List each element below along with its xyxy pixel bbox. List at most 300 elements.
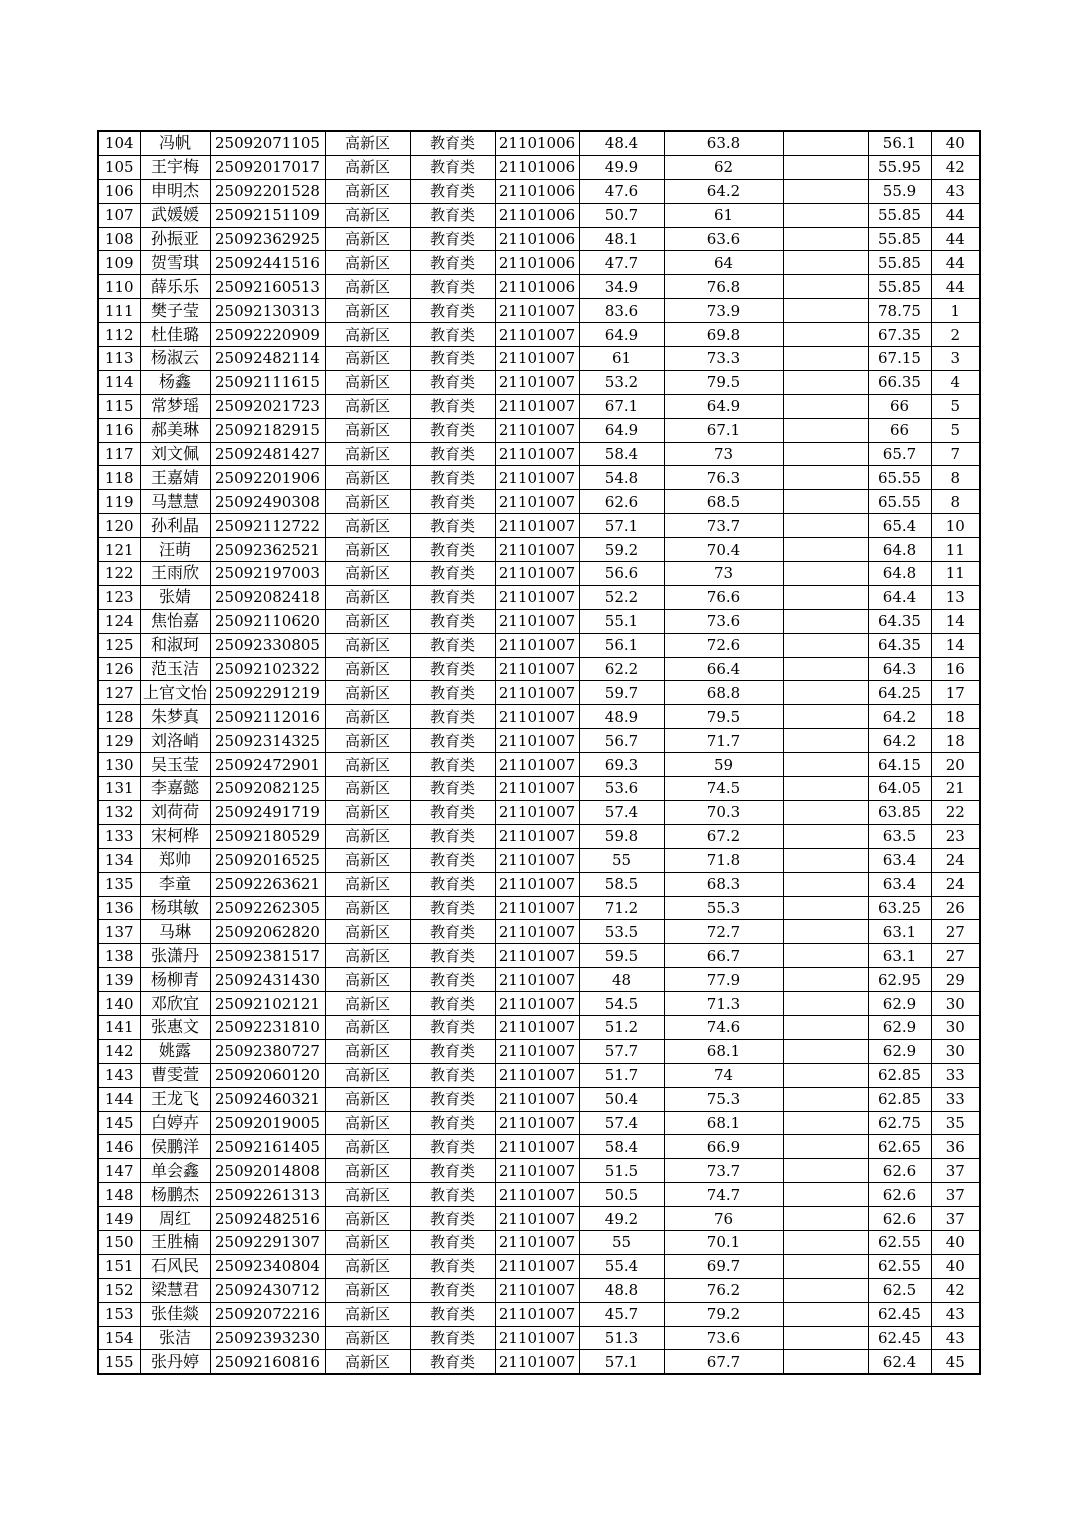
rank-cell: 16 (931, 657, 980, 681)
rank-cell: 1 (931, 299, 980, 323)
bonus-cell (783, 299, 868, 323)
category-cell: 教育类 (410, 131, 495, 155)
total-score-cell: 62.75 (868, 1111, 931, 1135)
table-row (98, 1183, 980, 1207)
seq-cell: 143 (98, 1063, 140, 1087)
total-score-cell: 63.1 (868, 944, 931, 968)
table-row (98, 1350, 980, 1374)
interview-score-cell: 76.3 (664, 466, 783, 490)
district-cell: 高新区 (325, 442, 410, 466)
exam-id-cell: 25092314325 (210, 729, 325, 753)
seq-cell: 111 (98, 299, 140, 323)
category-cell: 教育类 (410, 203, 495, 227)
bonus-cell (783, 968, 868, 992)
district-cell: 高新区 (325, 872, 410, 896)
seq-cell: 126 (98, 657, 140, 681)
position-code-cell: 21101007 (495, 777, 579, 801)
table-row (98, 657, 980, 681)
exam-id-cell: 25092482114 (210, 347, 325, 371)
position-code-cell: 21101007 (495, 370, 579, 394)
rank-cell: 4 (931, 370, 980, 394)
district-cell: 高新区 (325, 633, 410, 657)
name-cell: 杨柳青 (140, 968, 210, 992)
exam-id-cell: 25092481427 (210, 442, 325, 466)
district-cell: 高新区 (325, 299, 410, 323)
category-cell: 教育类 (410, 777, 495, 801)
written-score-cell: 52.2 (579, 585, 664, 609)
table-row (98, 1326, 980, 1350)
seq-cell: 122 (98, 562, 140, 586)
seq-cell: 148 (98, 1183, 140, 1207)
category-cell: 教育类 (410, 1015, 495, 1039)
rank-cell: 37 (931, 1183, 980, 1207)
total-score-cell: 63.4 (868, 848, 931, 872)
interview-score-cell: 67.2 (664, 824, 783, 848)
total-score-cell: 64.05 (868, 777, 931, 801)
name-cell: 和淑珂 (140, 633, 210, 657)
exam-id-cell: 25092112016 (210, 705, 325, 729)
seq-cell: 114 (98, 370, 140, 394)
written-score-cell: 45.7 (579, 1302, 664, 1326)
exam-id-cell: 25092016525 (210, 848, 325, 872)
exam-id-cell: 25092201528 (210, 179, 325, 203)
rank-cell: 33 (931, 1063, 980, 1087)
category-cell: 教育类 (410, 944, 495, 968)
interview-score-cell: 72.7 (664, 920, 783, 944)
written-score-cell: 62.2 (579, 657, 664, 681)
total-score-cell: 62.4 (868, 1350, 931, 1374)
written-score-cell: 58.5 (579, 872, 664, 896)
table-row (98, 1087, 980, 1111)
name-cell: 马琳 (140, 920, 210, 944)
category-cell: 教育类 (410, 179, 495, 203)
exam-id-cell: 25092472901 (210, 753, 325, 777)
seq-cell: 112 (98, 323, 140, 347)
total-score-cell: 55.9 (868, 179, 931, 203)
name-cell: 孙振亚 (140, 227, 210, 251)
exam-id-cell: 25092231810 (210, 1015, 325, 1039)
written-score-cell: 57.4 (579, 800, 664, 824)
rank-cell: 23 (931, 824, 980, 848)
name-cell: 冯帆 (140, 131, 210, 155)
table-row (98, 155, 980, 179)
bonus-cell (783, 944, 868, 968)
written-score-cell: 50.5 (579, 1183, 664, 1207)
bonus-cell (783, 275, 868, 299)
interview-score-cell: 74.6 (664, 1015, 783, 1039)
table-row (98, 777, 980, 801)
name-cell: 侯鹏洋 (140, 1135, 210, 1159)
interview-score-cell: 73.6 (664, 609, 783, 633)
seq-cell: 146 (98, 1135, 140, 1159)
seq-cell: 141 (98, 1015, 140, 1039)
name-cell: 张丹婷 (140, 1350, 210, 1374)
exam-id-cell: 25092180529 (210, 824, 325, 848)
bonus-cell (783, 705, 868, 729)
table-row (98, 633, 980, 657)
exam-id-cell: 25092060120 (210, 1063, 325, 1087)
bonus-cell (783, 490, 868, 514)
interview-score-cell: 77.9 (664, 968, 783, 992)
position-code-cell: 21101007 (495, 681, 579, 705)
table-row (98, 347, 980, 371)
name-cell: 杜佳璐 (140, 323, 210, 347)
position-code-cell: 21101007 (495, 824, 579, 848)
category-cell: 教育类 (410, 323, 495, 347)
name-cell: 白婷卉 (140, 1111, 210, 1135)
written-score-cell: 55.4 (579, 1254, 664, 1278)
position-code-cell: 21101006 (495, 131, 579, 155)
bonus-cell (783, 872, 868, 896)
category-cell: 教育类 (410, 1254, 495, 1278)
written-score-cell: 56.7 (579, 729, 664, 753)
bonus-cell (783, 418, 868, 442)
district-cell: 高新区 (325, 1111, 410, 1135)
district-cell: 高新区 (325, 466, 410, 490)
total-score-cell: 62.6 (868, 1207, 931, 1231)
name-cell: 吴玉莹 (140, 753, 210, 777)
seq-cell: 147 (98, 1159, 140, 1183)
category-cell: 教育类 (410, 394, 495, 418)
bonus-cell (783, 370, 868, 394)
exam-id-cell: 25092431430 (210, 968, 325, 992)
rank-cell: 5 (931, 418, 980, 442)
position-code-cell: 21101007 (495, 1135, 579, 1159)
written-score-cell: 59.8 (579, 824, 664, 848)
table-row (98, 800, 980, 824)
bonus-cell (783, 1230, 868, 1254)
category-cell: 教育类 (410, 1087, 495, 1111)
rank-cell: 5 (931, 394, 980, 418)
name-cell: 杨鹏杰 (140, 1183, 210, 1207)
district-cell: 高新区 (325, 394, 410, 418)
position-code-cell: 21101006 (495, 251, 579, 275)
written-score-cell: 48 (579, 968, 664, 992)
table-row (98, 705, 980, 729)
name-cell: 朱梦真 (140, 705, 210, 729)
name-cell: 王龙飞 (140, 1087, 210, 1111)
table-row (98, 848, 980, 872)
rank-cell: 30 (931, 1015, 980, 1039)
written-score-cell: 47.6 (579, 179, 664, 203)
seq-cell: 106 (98, 179, 140, 203)
written-score-cell: 48.4 (579, 131, 664, 155)
exam-id-cell: 25092082418 (210, 585, 325, 609)
score-table-container (97, 130, 979, 1375)
district-cell: 高新区 (325, 1039, 410, 1063)
position-code-cell: 21101007 (495, 514, 579, 538)
interview-score-cell: 68.3 (664, 872, 783, 896)
name-cell: 王嘉婧 (140, 466, 210, 490)
total-score-cell: 62.45 (868, 1326, 931, 1350)
written-score-cell: 34.9 (579, 275, 664, 299)
table-body (98, 131, 980, 1374)
rank-cell: 24 (931, 848, 980, 872)
written-score-cell: 53.6 (579, 777, 664, 801)
written-score-cell: 67.1 (579, 394, 664, 418)
district-cell: 高新区 (325, 1350, 410, 1374)
seq-cell: 129 (98, 729, 140, 753)
district-cell: 高新区 (325, 1183, 410, 1207)
total-score-cell: 65.55 (868, 490, 931, 514)
interview-score-cell: 68.1 (664, 1039, 783, 1063)
name-cell: 贺雪琪 (140, 251, 210, 275)
exam-id-cell: 25092261313 (210, 1183, 325, 1207)
seq-cell: 105 (98, 155, 140, 179)
exam-id-cell: 25092490308 (210, 490, 325, 514)
written-score-cell: 59.7 (579, 681, 664, 705)
position-code-cell: 21101007 (495, 657, 579, 681)
table-row (98, 753, 980, 777)
written-score-cell: 56.1 (579, 633, 664, 657)
rank-cell: 42 (931, 1278, 980, 1302)
bonus-cell (783, 1087, 868, 1111)
name-cell: 宋柯桦 (140, 824, 210, 848)
district-cell: 高新区 (325, 585, 410, 609)
written-score-cell: 83.6 (579, 299, 664, 323)
exam-id-cell: 25092182915 (210, 418, 325, 442)
interview-score-cell: 71.8 (664, 848, 783, 872)
written-score-cell: 57.1 (579, 514, 664, 538)
bonus-cell (783, 1207, 868, 1231)
written-score-cell: 53.5 (579, 920, 664, 944)
name-cell: 刘荷荷 (140, 800, 210, 824)
seq-cell: 136 (98, 896, 140, 920)
district-cell: 高新区 (325, 609, 410, 633)
total-score-cell: 56.1 (868, 131, 931, 155)
interview-score-cell: 79.5 (664, 705, 783, 729)
name-cell: 周红 (140, 1207, 210, 1231)
category-cell: 教育类 (410, 920, 495, 944)
position-code-cell: 21101007 (495, 1063, 579, 1087)
table-row (98, 275, 980, 299)
written-score-cell: 55 (579, 1230, 664, 1254)
position-code-cell: 21101007 (495, 1159, 579, 1183)
name-cell: 刘洛峭 (140, 729, 210, 753)
bonus-cell (783, 657, 868, 681)
rank-cell: 21 (931, 777, 980, 801)
category-cell: 教育类 (410, 466, 495, 490)
exam-id-cell: 25092263621 (210, 872, 325, 896)
rank-cell: 27 (931, 944, 980, 968)
bonus-cell (783, 1135, 868, 1159)
category-cell: 教育类 (410, 227, 495, 251)
bonus-cell (783, 896, 868, 920)
table-row (98, 920, 980, 944)
position-code-cell: 21101007 (495, 323, 579, 347)
exam-id-cell: 25092393230 (210, 1326, 325, 1350)
written-score-cell: 51.3 (579, 1326, 664, 1350)
district-cell: 高新区 (325, 777, 410, 801)
bonus-cell (783, 1015, 868, 1039)
rank-cell: 44 (931, 227, 980, 251)
rank-cell: 17 (931, 681, 980, 705)
table-row (98, 442, 980, 466)
position-code-cell: 21101007 (495, 1350, 579, 1374)
bonus-cell (783, 1302, 868, 1326)
exam-id-cell: 25092441516 (210, 251, 325, 275)
table-row (98, 466, 980, 490)
name-cell: 邓欣宜 (140, 992, 210, 1016)
exam-id-cell: 25092082125 (210, 777, 325, 801)
seq-cell: 109 (98, 251, 140, 275)
table-row (98, 824, 980, 848)
category-cell: 教育类 (410, 609, 495, 633)
exam-id-cell: 25092021723 (210, 394, 325, 418)
table-row (98, 394, 980, 418)
total-score-cell: 63.4 (868, 872, 931, 896)
name-cell: 王胜楠 (140, 1230, 210, 1254)
written-score-cell: 61 (579, 347, 664, 371)
written-score-cell: 53.2 (579, 370, 664, 394)
district-cell: 高新区 (325, 920, 410, 944)
total-score-cell: 63.5 (868, 824, 931, 848)
name-cell: 焦怡嘉 (140, 609, 210, 633)
district-cell: 高新区 (325, 562, 410, 586)
category-cell: 教育类 (410, 1159, 495, 1183)
table-row (98, 1135, 980, 1159)
total-score-cell: 55.85 (868, 275, 931, 299)
interview-score-cell: 68.5 (664, 490, 783, 514)
written-score-cell: 49.2 (579, 1207, 664, 1231)
category-cell: 教育类 (410, 418, 495, 442)
interview-score-cell: 64.9 (664, 394, 783, 418)
category-cell: 教育类 (410, 1207, 495, 1231)
written-score-cell: 55 (579, 848, 664, 872)
position-code-cell: 21101007 (495, 1254, 579, 1278)
district-cell: 高新区 (325, 657, 410, 681)
seq-cell: 110 (98, 275, 140, 299)
interview-score-cell: 64.2 (664, 179, 783, 203)
district-cell: 高新区 (325, 131, 410, 155)
seq-cell: 154 (98, 1326, 140, 1350)
interview-score-cell: 74 (664, 1063, 783, 1087)
category-cell: 教育类 (410, 657, 495, 681)
written-score-cell: 58.4 (579, 1135, 664, 1159)
interview-score-cell: 76 (664, 1207, 783, 1231)
exam-id-cell: 25092491719 (210, 800, 325, 824)
total-score-cell: 62.95 (868, 968, 931, 992)
rank-cell: 14 (931, 633, 980, 657)
exam-id-cell: 25092430712 (210, 1278, 325, 1302)
position-code-cell: 21101007 (495, 992, 579, 1016)
interview-score-cell: 62 (664, 155, 783, 179)
district-cell: 高新区 (325, 848, 410, 872)
position-code-cell: 21101007 (495, 585, 579, 609)
position-code-cell: 21101007 (495, 1302, 579, 1326)
exam-id-cell: 25092381517 (210, 944, 325, 968)
exam-id-cell: 25092019005 (210, 1111, 325, 1135)
seq-cell: 108 (98, 227, 140, 251)
category-cell: 教育类 (410, 1302, 495, 1326)
seq-cell: 127 (98, 681, 140, 705)
name-cell: 汪萌 (140, 538, 210, 562)
bonus-cell (783, 155, 868, 179)
bonus-cell (783, 1159, 868, 1183)
exam-id-cell: 25092291307 (210, 1230, 325, 1254)
seq-cell: 130 (98, 753, 140, 777)
district-cell: 高新区 (325, 155, 410, 179)
district-cell: 高新区 (325, 1063, 410, 1087)
bonus-cell (783, 1039, 868, 1063)
district-cell: 高新区 (325, 490, 410, 514)
name-cell: 姚露 (140, 1039, 210, 1063)
bonus-cell (783, 1111, 868, 1135)
bonus-cell (783, 777, 868, 801)
interview-score-cell: 66.9 (664, 1135, 783, 1159)
district-cell: 高新区 (325, 753, 410, 777)
position-code-cell: 21101007 (495, 896, 579, 920)
interview-score-cell: 67.1 (664, 418, 783, 442)
total-score-cell: 66.35 (868, 370, 931, 394)
written-score-cell: 51.7 (579, 1063, 664, 1087)
name-cell: 申明杰 (140, 179, 210, 203)
written-score-cell: 59.2 (579, 538, 664, 562)
position-code-cell: 21101007 (495, 753, 579, 777)
total-score-cell: 55.85 (868, 227, 931, 251)
category-cell: 教育类 (410, 1183, 495, 1207)
total-score-cell: 62.9 (868, 992, 931, 1016)
name-cell: 张婧 (140, 585, 210, 609)
written-score-cell: 50.7 (579, 203, 664, 227)
written-score-cell: 62.6 (579, 490, 664, 514)
seq-cell: 139 (98, 968, 140, 992)
name-cell: 郝美琳 (140, 418, 210, 442)
table-row (98, 609, 980, 633)
interview-score-cell: 61 (664, 203, 783, 227)
exam-id-cell: 25092362925 (210, 227, 325, 251)
exam-id-cell: 25092362521 (210, 538, 325, 562)
seq-cell: 119 (98, 490, 140, 514)
seq-cell: 135 (98, 872, 140, 896)
rank-cell: 10 (931, 514, 980, 538)
table-row (98, 1063, 980, 1087)
table-row (98, 1207, 980, 1231)
category-cell: 教育类 (410, 1350, 495, 1374)
interview-score-cell: 55.3 (664, 896, 783, 920)
exam-id-cell: 25092160816 (210, 1350, 325, 1374)
category-cell: 教育类 (410, 1278, 495, 1302)
bonus-cell (783, 1350, 868, 1374)
name-cell: 杨淑云 (140, 347, 210, 371)
district-cell: 高新区 (325, 347, 410, 371)
seq-cell: 121 (98, 538, 140, 562)
district-cell: 高新区 (325, 538, 410, 562)
interview-score-cell: 76.2 (664, 1278, 783, 1302)
exam-id-cell: 25092201906 (210, 466, 325, 490)
written-score-cell: 69.3 (579, 753, 664, 777)
written-score-cell: 51.2 (579, 1015, 664, 1039)
interview-score-cell: 76.8 (664, 275, 783, 299)
interview-score-cell: 76.6 (664, 585, 783, 609)
category-cell: 教育类 (410, 753, 495, 777)
category-cell: 教育类 (410, 1135, 495, 1159)
rank-cell: 24 (931, 872, 980, 896)
written-score-cell: 57.4 (579, 1111, 664, 1135)
seq-cell: 104 (98, 131, 140, 155)
rank-cell: 8 (931, 466, 980, 490)
written-score-cell: 48.8 (579, 1278, 664, 1302)
name-cell: 李童 (140, 872, 210, 896)
seq-cell: 144 (98, 1087, 140, 1111)
seq-cell: 137 (98, 920, 140, 944)
total-score-cell: 66 (868, 394, 931, 418)
district-cell: 高新区 (325, 1015, 410, 1039)
category-cell: 教育类 (410, 896, 495, 920)
total-score-cell: 64.4 (868, 585, 931, 609)
total-score-cell: 62.9 (868, 1039, 931, 1063)
name-cell: 王宇梅 (140, 155, 210, 179)
